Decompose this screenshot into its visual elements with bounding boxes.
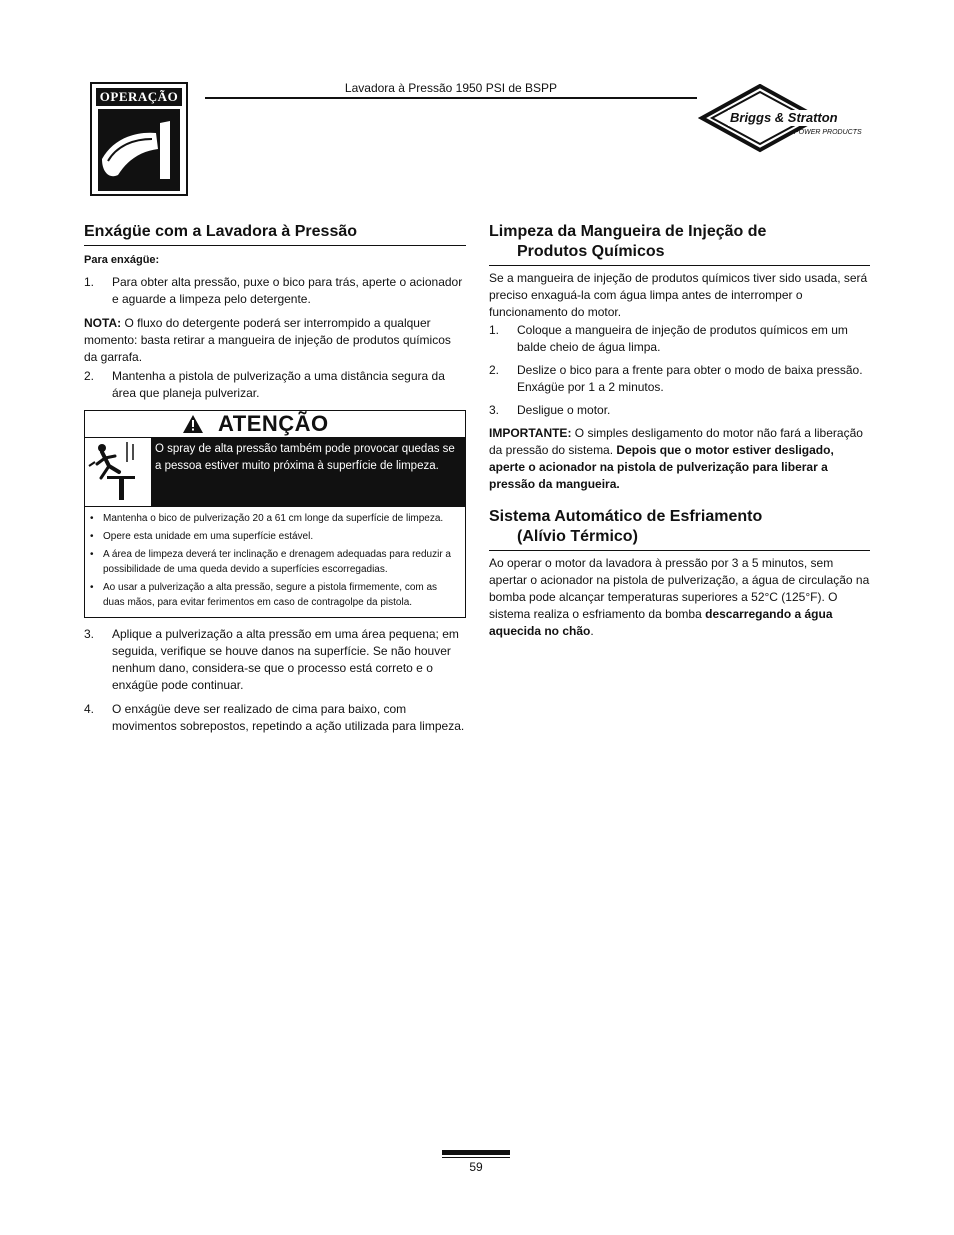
step-number: 1. <box>489 323 500 337</box>
intro-paragraph: Se a mangueira de injeção de produtos químicos tiver sido usada, será preciso enxaguá-la com água limpa antes de interromper o funcionamento do motor. <box>489 271 868 319</box>
list-item <box>84 274 466 308</box>
badge-title: OPERAÇÃO <box>96 88 182 106</box>
step-text: Coloque a mangueira de injeção de produtos químicos em um balde cheio de água limpa. <box>517 323 848 354</box>
hand-operation-icon <box>98 109 180 191</box>
section-heading-thermal-relief <box>489 507 870 551</box>
svg-text:POWER PRODUCTS: POWER PRODUCTS <box>794 129 862 136</box>
list-item: • A área de limpeza deverá ter inclinação e drenagem adequadas para reduzir a possibilidade de uma queda devido a superfícies escorregadias. <box>103 547 459 577</box>
warning-word: ATENÇÃO <box>218 411 329 436</box>
page-number: 59 <box>469 1160 483 1174</box>
operation-badge <box>90 82 188 196</box>
left-column <box>84 222 466 735</box>
list-item <box>84 701 466 735</box>
document-title: Lavadora à Pressão 1950 PSI de BSPP <box>344 81 558 95</box>
note-paragraph <box>84 315 466 366</box>
step-number: 1. <box>84 275 95 289</box>
warning-triangle-icon <box>183 415 203 438</box>
list-item <box>84 368 466 402</box>
important-text: O simples desligamento do motor não fará a liberação da pressão do sistema. <box>489 426 863 457</box>
slip-fall-icon <box>85 438 152 506</box>
right-column <box>489 222 870 640</box>
page-number-rule <box>442 1157 510 1158</box>
warning-header <box>85 411 465 438</box>
svg-text:Briggs & Stratton: Briggs & Stratton <box>730 110 838 125</box>
step-text: Desligue o motor. <box>517 403 611 417</box>
note-text: O fluxo do detergente poderá ser interrompido a qualquer momento: basta retirar a mangueira de injeção de produtos químicos da garrafa. <box>84 316 451 364</box>
list-item <box>489 322 870 356</box>
thermal-text: Ao operar o motor da lavadora à pressão por 3 a 5 minutos, sem apertar o acionador na pistola de pulverização, a água de circulação na bomba pode alcançar temperaturas superiores a 52°C (125°F). O sistema realiza o esfriamento da bomba <box>489 556 870 621</box>
thermal-paragraph <box>489 555 870 640</box>
important-paragraph <box>489 425 870 493</box>
note-label: NOTA: <box>84 316 122 330</box>
step-text: O enxágüe deve ser realizado de cima para baixo, com movimentos sobrepostos, repetindo a ação utilizada para limpeza. <box>112 702 465 733</box>
step-text: Mantenha a pistola de pulverização a uma distância segura da área que planeja pulverizar. <box>112 369 445 400</box>
list-item <box>489 362 870 396</box>
heading-line: Limpeza da Mangueira de Injeção de <box>489 223 767 240</box>
step-number: 3. <box>84 627 95 641</box>
page-number-bar <box>442 1150 510 1155</box>
section-heading-hose-cleaning <box>489 222 870 266</box>
thermal-text-end: . <box>590 624 594 638</box>
heading-line: (Alívio Térmico) <box>517 528 638 545</box>
thermal-bold-text: descarregando a água aquecida no chão <box>489 607 833 638</box>
heading-line: Sistema Automático de Esfriamento <box>489 508 763 525</box>
step-text: Para obter alta pressão, puxe o bico para trás, aperte o acionador e aguarde a limpeza pelo detergente. <box>112 275 463 306</box>
list-item: • Ao usar a pulverização a alta pressão, segure a pistola firmemente, com as duas mãos, para evitar ferimentos em caso de contragolpe da pistola. <box>103 580 459 610</box>
list-item: • Opere esta unidade em uma superfície estável. <box>103 529 459 544</box>
warning-box <box>84 410 466 618</box>
step-number: 3. <box>489 403 500 417</box>
important-bold-text: Depois que o motor estiver desligado, aperte o acionador na pistola de pulverização para liberar a pressão da mangueira. <box>489 443 834 491</box>
important-label: IMPORTANTE: <box>489 426 572 440</box>
list-item <box>489 402 870 419</box>
list-item <box>84 626 466 694</box>
step-text: Deslize o bico para a frente para obter o modo de baixa pressão. Enxágüe por 1 a 2 minutos. <box>517 363 863 394</box>
step-number: 2. <box>489 363 500 377</box>
step-number: 4. <box>84 702 95 716</box>
warning-bullets <box>85 507 465 617</box>
header-rule <box>205 97 697 99</box>
step-number: 2. <box>84 369 95 383</box>
section-heading-rinse: Enxágüe com a Lavadora à Pressão <box>84 222 466 246</box>
briggs-stratton-logo <box>698 84 870 154</box>
rinse-subheading: Para enxágüe: <box>84 254 160 266</box>
heading-line: Produtos Químicos <box>517 243 665 260</box>
list-item: • Mantenha o bico de pulverização 20 a 61 cm longe da superfície de limpeza. <box>103 511 459 526</box>
warning-message: O spray de alta pressão também pode provocar quedas se a pessoa estiver muito próxima à superfície de limpeza. <box>152 438 465 506</box>
warning-body <box>85 438 465 507</box>
step-text: Aplique a pulverização a alta pressão em uma área pequena; em seguida, verifique se houve danos na superfície. Se não houver nenhum dano, considera-se que o processo está correto e o enxágüe pode continuar. <box>112 627 459 692</box>
